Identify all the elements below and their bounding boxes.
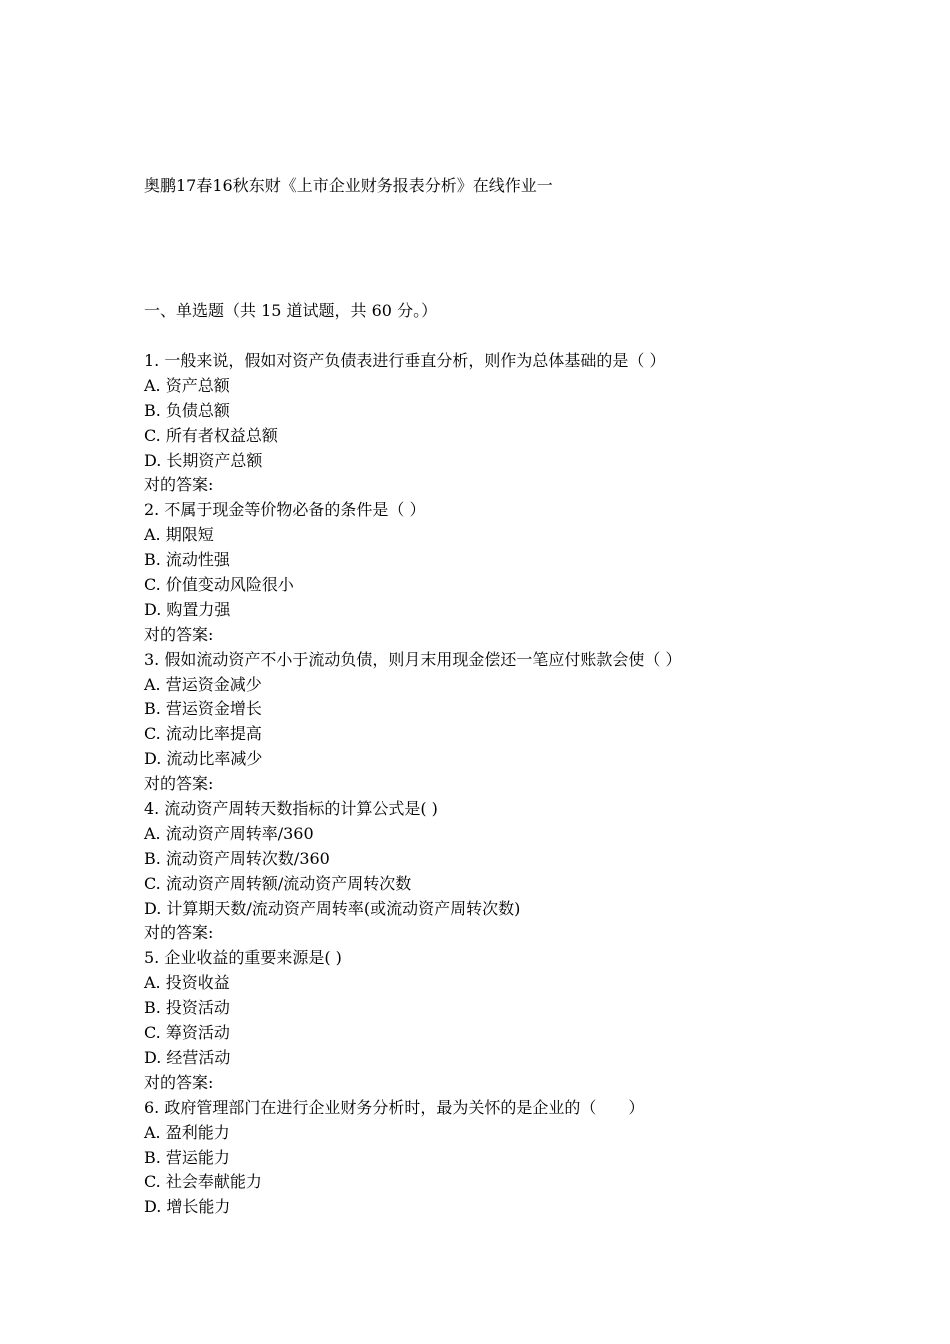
question-stem: 5. 企业收益的重要来源是( ) (144, 948, 342, 968)
option-c: C. 筹资活动 (144, 1023, 230, 1043)
question-stem: 3. 假如流动资产不小于流动负债，则月末用现金偿还一笔应付账款会使（ ） (144, 649, 682, 669)
question-4 (144, 797, 844, 946)
question-stem: 2. 不属于现金等价物必备的条件是（ ） (144, 500, 426, 520)
option-c: C. 流动资产周转额/流动资产周转次数 (144, 873, 412, 893)
option-d: D. 长期资产总额 (144, 450, 263, 470)
question-2 (144, 498, 844, 647)
question-6 (144, 1096, 844, 1220)
question-1 (144, 349, 844, 498)
answer-label: 对的答案: (144, 774, 214, 794)
document-title: 奥鹏17春16秋东财《上市企业财务报表分析》在线作业一 (144, 176, 553, 195)
answer-label: 对的答案: (144, 1072, 214, 1092)
option-a: A. 期限短 (144, 525, 214, 545)
option-b: B. 负债总额 (144, 400, 230, 420)
option-d: D. 计算期天数/流动资产周转率(或流动资产周转次数) (144, 898, 521, 918)
question-stem: 1. 一般来说，假如对资产负债表进行垂直分析，则作为总体基础的是（ ） (144, 351, 666, 370)
question-5 (144, 946, 844, 1095)
option-c: C. 社会奉献能力 (144, 1172, 262, 1192)
answer-label: 对的答案: (144, 923, 214, 943)
section-heading: 一、单选题（共 15 道试题，共 60 分。） (144, 301, 438, 320)
option-a: A. 盈利能力 (144, 1122, 230, 1142)
option-b: B. 营运资金增长 (144, 699, 262, 719)
option-a: A. 资产总额 (144, 375, 230, 395)
option-b: B. 营运能力 (144, 1147, 230, 1167)
option-a: A. 营运资金减少 (144, 674, 262, 694)
option-c: C. 流动比率提高 (144, 724, 262, 744)
question-list (144, 349, 844, 1220)
answer-label: 对的答案: (144, 624, 214, 644)
option-d: D. 经营活动 (144, 1047, 231, 1067)
option-a: A. 流动资产周转率/360 (144, 823, 314, 843)
answer-label: 对的答案: (144, 475, 214, 495)
question-stem: 6. 政府管理部门在进行企业财务分析时，最为关怀的是企业的（ ） (144, 1097, 645, 1117)
question-3 (144, 648, 844, 797)
option-b: B. 投资活动 (144, 998, 230, 1018)
option-d: D. 增长能力 (144, 1197, 231, 1217)
option-c: C. 所有者权益总额 (144, 425, 278, 445)
option-b: B. 流动资产周转次数/360 (144, 848, 330, 868)
option-c: C. 价值变动风险很小 (144, 575, 294, 595)
option-d: D. 流动比率减少 (144, 749, 263, 769)
option-a: A. 投资收益 (144, 973, 230, 993)
option-b: B. 流动性强 (144, 550, 230, 570)
option-d: D. 购置力强 (144, 599, 231, 619)
question-stem: 4. 流动资产周转天数指标的计算公式是( ) (144, 799, 438, 819)
